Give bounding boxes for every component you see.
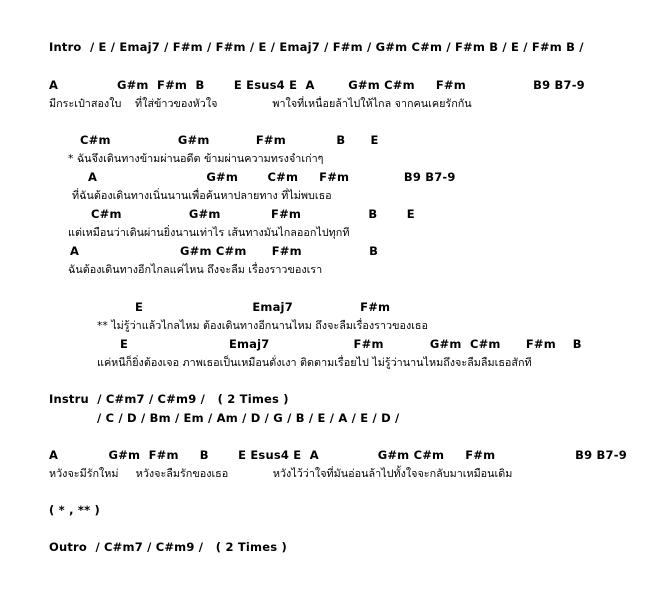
verse2-line2-lyrics: ที่ฉันต้องเดินทางเนิ่นนานเพื่อค้นหาปลายทาง ที่ไม่พบเธอ: [72, 189, 332, 202]
verse1-chords: A G#m F#m B E Esus4 E A G#m C#m F#m B9 B7-9: [49, 78, 585, 92]
verse1-lyrics: มีกระเป๋าสองใบ ที่ใส่ข้าวของหัวใจ พาใจที่เหนื่อยล้าไปให้ไกล จากคนเคยรักกัน: [49, 97, 472, 110]
verse2-line4-chords: A G#m C#m F#m B: [70, 244, 379, 258]
verse3-lyrics: หวังจะมีรักใหม่ หวังจะลืมรักของเธอ หวังไว้ว่าใจที่มันอ่อนล้าไปทั้งใจจะกลับมาเหมือนเดิม: [49, 467, 513, 480]
chorus-line2-chords: E Emaj7 F#m G#m C#m F#m B: [120, 337, 582, 351]
verse2-line1-lyrics: * ฉันจึงเดินทางข้ามผ่านอดีต ข้ามผ่านความทรงจำเก่าๆ: [68, 152, 324, 165]
outro-chords: Outro / C#m7 / C#m9 / ( 2 Times ): [49, 540, 287, 554]
verse2-line3-chords: C#m G#m F#m B E: [91, 207, 415, 221]
instru-progression: / C / D / Bm / Em / Am / D / G / B / E / A / E / D /: [97, 411, 400, 425]
chorus-line1-chords: E Emaj7 F#m: [135, 300, 391, 314]
verse2-line4-lyrics: ฉันต้องเดินทางอีกไกลแค่ไหน ถึงจะลืม เรื่องราวของเรา: [68, 263, 323, 276]
repeat-marker: ( * , ** ): [49, 503, 100, 517]
verse2-line2-chords: A G#m C#m F#m B9 B7-9: [88, 170, 456, 184]
chorus-line1-lyrics: ** ไม่รู้ว่าแล้วไกลไหม ต้องเดินทางอีกนานไหม ถึงจะลืมเรื่องราวของเธอ: [97, 319, 429, 332]
chorus-line2-lyrics: แค่หนีก็ยิ่งต้องเจอ ภาพเธอเป็นเหมือนดั่งเงา ติดตามเรื่อยไป ไม่รู้ว่านานไหมถึงจะลืมลืมเธอสักที: [97, 356, 532, 369]
verse2-line3-lyrics: แต่เหมือนว่าเดินผ่านยิ่งนานเท่าไร เส้นทางมันไกลออกไปทุกที: [68, 226, 350, 239]
intro-chords: Intro / E / Emaj7 / F#m / F#m / E / Emaj7 / F#m / G#m C#m / F#m B / E / F#m B /: [49, 40, 584, 54]
verse2-line1-chords: C#m G#m F#m B E: [80, 133, 379, 147]
instru-header: Instru / C#m7 / C#m9 / ( 2 Times ): [49, 392, 289, 406]
verse3-chords: A G#m F#m B E Esus4 E A G#m C#m F#m B9 B7-9: [49, 448, 627, 462]
